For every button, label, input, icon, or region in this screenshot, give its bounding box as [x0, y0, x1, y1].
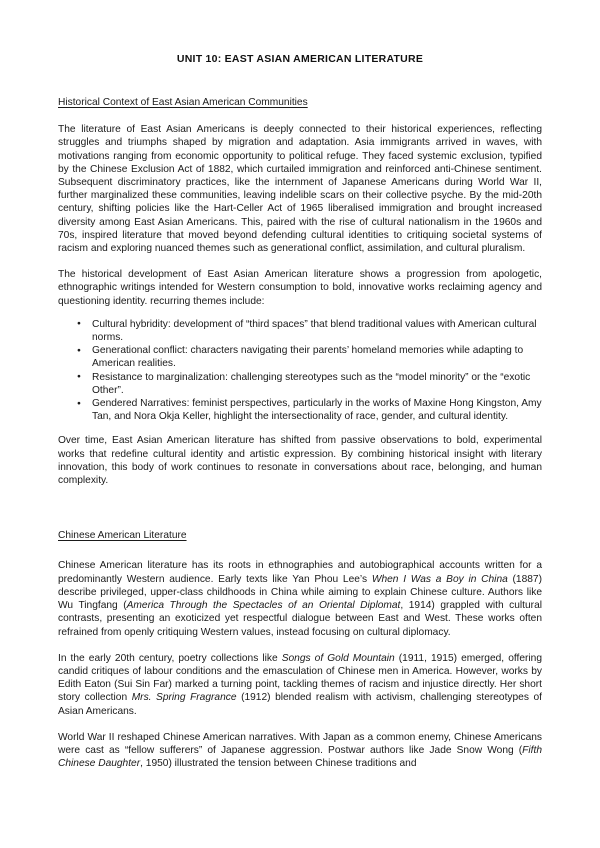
text-run: (1911, 1915) emerged, offering candid critiques of labour conditions and the emasculation of Chinese men in America. However, works by Edith Eaton (Sui Sin Far) marked a turning point, tackling themes of racism and injustice directly. Her short story collection	[58, 652, 542, 704]
text-run: World War II reshaped Chinese American narratives. With Japan as a common enemy, Chinese Americans were cast as “fellow sufferers” of Japanese aggression. Postwar authors like Jade Snow Wong (	[58, 731, 542, 756]
spacer	[58, 423, 542, 434]
section-heading-historical-context: Historical Context of East Asian American Communities	[58, 97, 308, 108]
list-item: ● Generational conflict: characters navigating their parents’ homeland memories while adapting to American realities.	[58, 344, 542, 370]
book-title-fifth-chinese-daughter: Fifth Chinese Daughter	[58, 744, 542, 770]
document-content	[58, 0, 542, 770]
book-title-when-i-was-a-boy-in-china: When I Was a Boy in China	[371, 573, 508, 585]
paragraph-chinese-roots	[58, 559, 542, 638]
page-title: UNIT 10: EAST ASIAN AMERICAN LITERATURE	[176, 53, 424, 65]
text-run: Chinese American literature has its roots in ethnographies and autobiographical accounts written for a predominantly Western audience. Early texts like Yan Phou Lee’s	[58, 560, 542, 585]
book-title-songs-of-gold-mountain: Songs of Gold Mountain	[281, 652, 395, 664]
paragraph-historical-overview: The literature of East Asian Americans is deeply connected to their historical experiences, reflecting struggles and triumphs shaped by migration and adaptation. Asia immigrants arrived in waves, with motivations ranging from economic opportunity to political refuge. They faced systemic exclusion, typified by the Chinese Exclusion Act of 1882, which curtailed immigration and reinforced anti-Chinese sentiment. Subsequent discriminatory practices, like the internment of Japanese Americans during World War II, further marginalized these communities, leaving indelible scars on their collective psyche. By the mid-20th century, shifting policies like the Hart-Celler Act of 1965 liberalised immigration and brought increased diversity among East Asian Americans. This, paired with the rise of cultural nationalism in the 1960s and 70s, inspired literature that moved beyond defending cultural identities to critiquing societal systems of racism and exploring nuanced themes such as generational conflict, assimilation, and cultural pluralism.	[58, 124, 542, 255]
text-run: (1912) blended realism with activism, challenging stereotypes of Asian Americans.	[58, 692, 542, 717]
text-run: , 1914) grappled with cultural contrasts, presenting an exoticized yet respectful dialogue between East and West. These works often refrained from openly critiquing Western values, instead focusing on cultural diplomacy.	[58, 600, 542, 638]
book-title-america-through-the-spectacles: America Through the Spectacles of an Oriental Diplomat	[126, 600, 401, 612]
list-item: ● Cultural hybridity: development of “third spaces” that blend traditional values with American cultural norms.	[58, 318, 542, 344]
text-run: (1887) describe privileged, upper-class childhoods in China while aiming to explain Chinese culture. Authors like Wu Tingfang (	[58, 573, 542, 612]
paragraph-world-war-two	[58, 731, 542, 771]
spacer	[58, 66, 542, 96]
text-run: , 1950) illustrated the tension between Chinese traditions and	[140, 758, 417, 770]
spacer	[58, 718, 542, 731]
paragraph-themes-intro: The historical development of East Asian American literature shows a progression from apologetic, ethnographic writings intended for Western consumption to bold, innovative works reclaiming agency and questioning identity. recurring themes include:	[58, 269, 542, 307]
spacer	[58, 255, 542, 268]
paragraph-early-20th-century	[58, 652, 542, 718]
paragraph-historical-closing: Over time, East Asian American literature has shifted from passive observations to bold, experimental works that redefine cultural identity and artistic expression. By combining historical insight with literary innovation, this body of work continues to resonate in conversations about race, belonging, and human complexity.	[58, 435, 542, 487]
text-run: In the early 20th century, poetry collections like	[58, 652, 282, 664]
section-heading-chinese-american-literature: Chinese American Literature	[58, 530, 187, 542]
book-title-mrs-spring-fragrance: Mrs. Spring Fragrance	[131, 692, 237, 704]
list-item: ● Gendered Narratives: feminist perspectives, particularly in the works of Maxine Hong Kingston, Amy Tan, and Nora Okja Keller, highlight the intersectionality of race, gender, and cultural identity.	[58, 397, 542, 423]
spacer	[58, 542, 542, 559]
spacer	[58, 487, 542, 529]
spacer	[58, 308, 542, 318]
list-item: ● Resistance to marginalization: challenging stereotypes such as the “model minority” or the “exotic Other”.	[58, 371, 542, 397]
spacer	[58, 639, 542, 652]
spacer	[58, 109, 542, 123]
themes-list	[58, 318, 542, 424]
